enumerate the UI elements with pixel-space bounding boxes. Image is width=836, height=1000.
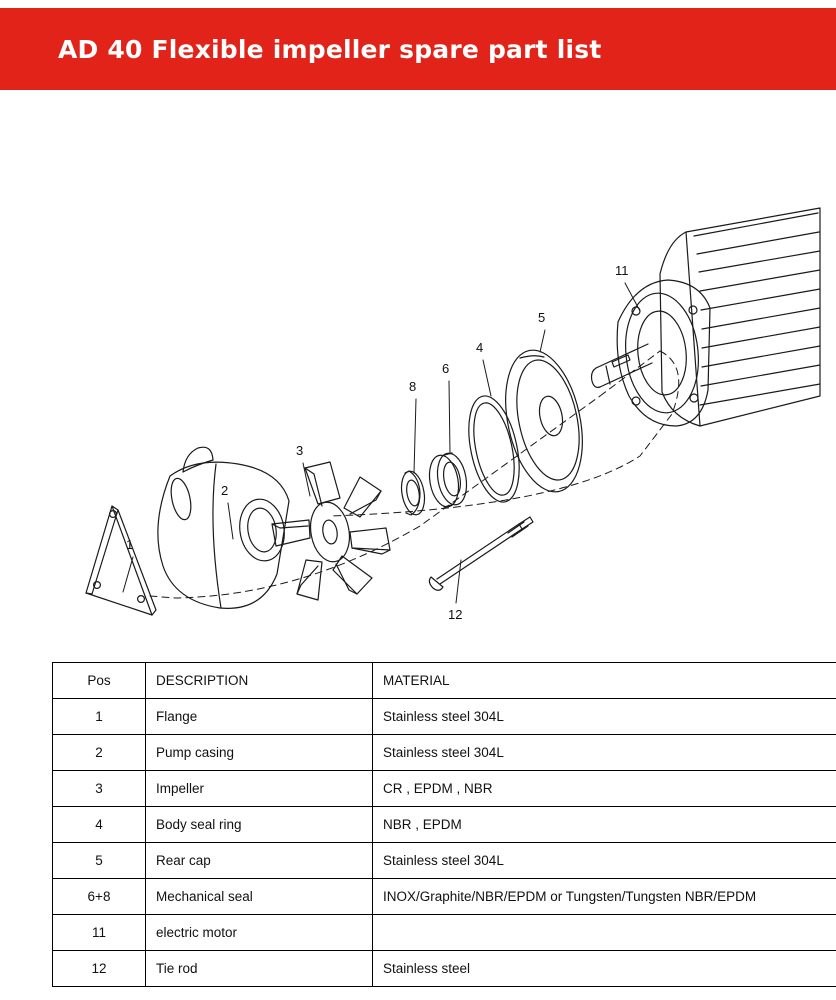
callout-4: 4 (476, 340, 484, 355)
cell-material: INOX/Graphite/NBR/EPDM or Tungsten/Tungsten NBR/EPDM (373, 879, 836, 915)
callout-3: 3 (296, 443, 304, 458)
callout-group (126, 263, 629, 622)
table-row (53, 915, 836, 951)
table-header-row (53, 663, 836, 699)
header-pos: Pos (53, 663, 146, 699)
header-material: MATERIAL (373, 663, 836, 699)
cell-pos: 12 (53, 951, 146, 987)
cell-description: Body seal ring (146, 807, 373, 843)
parts-table-container (52, 662, 784, 987)
callout-11: 11 (615, 263, 629, 278)
cell-description: Pump casing (146, 735, 373, 771)
cell-material: Stainless steel 304L (373, 843, 836, 879)
cell-pos: 4 (53, 807, 146, 843)
callout-5: 5 (538, 310, 546, 325)
cell-pos: 5 (53, 843, 146, 879)
table-row (53, 699, 836, 735)
page-title: AD 40 Flexible impeller spare part list (58, 34, 602, 64)
table-row (53, 951, 836, 987)
cell-description: Impeller (146, 771, 373, 807)
callout-1: 1 (126, 537, 134, 552)
pump-assembly-illustration (0, 96, 836, 626)
header-description: DESCRIPTION (146, 663, 373, 699)
cell-material: Stainless steel 304L (373, 699, 836, 735)
cell-pos: 2 (53, 735, 146, 771)
callout-12: 12 (448, 607, 463, 622)
cell-material: Stainless steel (373, 951, 836, 987)
callout-6: 6 (442, 361, 450, 376)
cell-material: Stainless steel 304L (373, 735, 836, 771)
table-row (53, 843, 836, 879)
spare-parts-table (52, 662, 836, 987)
cell-description: Rear cap (146, 843, 373, 879)
cell-material (373, 915, 836, 951)
cell-pos: 1 (53, 699, 146, 735)
cell-material: NBR , EPDM (373, 807, 836, 843)
cell-description: Tie rod (146, 951, 373, 987)
cell-description: electric motor (146, 915, 373, 951)
cell-description: Mechanical seal (146, 879, 373, 915)
table-row (53, 771, 836, 807)
cell-description: Flange (146, 699, 373, 735)
table-row (53, 807, 836, 843)
callout-2: 2 (221, 483, 229, 498)
page-header (0, 8, 836, 90)
exploded-diagram (0, 96, 836, 626)
table-row (53, 879, 836, 915)
callout-8: 8 (409, 379, 417, 394)
table-row (53, 735, 836, 771)
cell-pos: 6+8 (53, 879, 146, 915)
cell-pos: 3 (53, 771, 146, 807)
cell-pos: 11 (53, 915, 146, 951)
cell-material: CR , EPDM , NBR (373, 771, 836, 807)
